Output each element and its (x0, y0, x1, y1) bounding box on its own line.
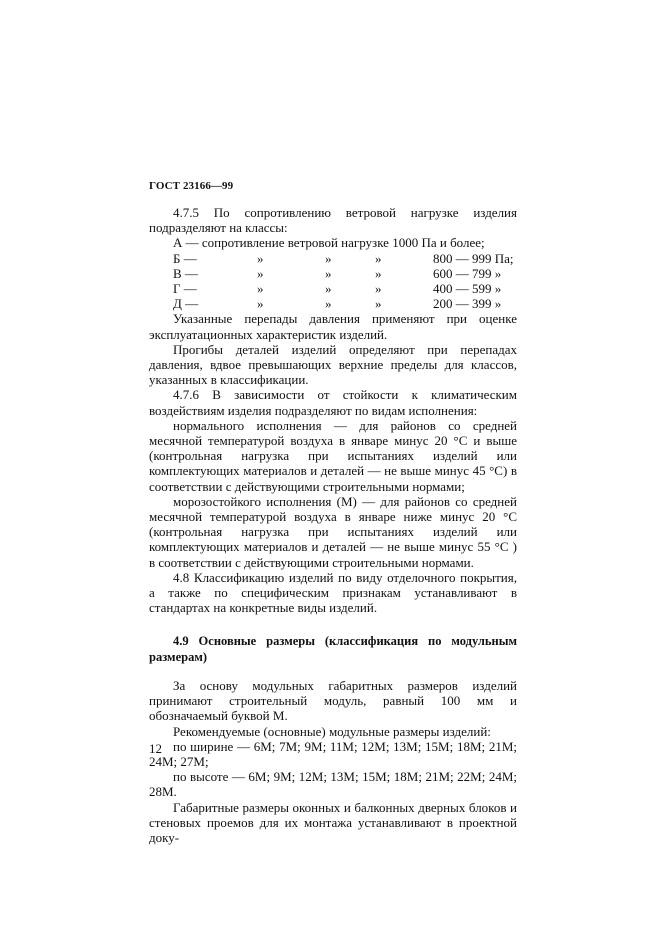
ditto-mark: » (375, 250, 382, 266)
class-row-v (149, 266, 514, 281)
pressure-range: 400 — 599 » (433, 281, 502, 297)
paragraph-height-sizes: по высоте — 6М; 9М; 12М; 13М; 15М; 18М; 21М; 22М; 24М; 28М. (149, 769, 517, 800)
paragraph-deflection: Прогибы деталей изделий определяют при перепадах давления, вдвое превышающих верхние пределы для классов, указанных в классификации. (149, 341, 517, 388)
paragraph-width-sizes: по ширине — 6М; 7М; 9М; 11М; 12М; 13М; 15М; 18М; 21М; 24М; 27М; (149, 738, 517, 769)
paragraph-pressure-note: Указанные перепады давления применяют при оценке эксплуатационных характеристик изделий. (149, 311, 517, 342)
ditto-mark: » (325, 296, 332, 312)
paragraph-recommended-sizes: Рекомендуемые (основные) модульные размеры изделий: (173, 723, 491, 739)
wind-load-classes-table (149, 251, 514, 312)
pressure-range: 600 — 799 » (433, 265, 502, 281)
paragraph-4-7-5: 4.7.5 По сопротивлению ветровой нагрузке изделия подразделяют на классы: (149, 205, 517, 236)
paragraph-module: За основу модульных габаритных размеров изделий принимают строительный модуль, равный 100 мм и обозначаемый буквой М. (149, 677, 517, 724)
page-content (149, 205, 517, 845)
class-letter: Г — (173, 281, 197, 297)
ditto-mark: » (375, 281, 382, 297)
ditto-mark: » (257, 265, 264, 281)
class-row-g (149, 281, 514, 296)
ditto-mark: » (257, 281, 264, 297)
class-letter: Б — (173, 250, 197, 266)
paragraph-frost-execution: морозостойкого исполнения (М) — для районов со средней месячной температурой воздуха в январе ниже минус 20 °С (контрольная нагрузка при испытаниях изделий или комплектующих материалов и деталей — не выше минус 55 °С ) в соответствии с действующими строительными нормами. (149, 493, 517, 570)
ditto-mark: » (375, 265, 382, 281)
ditto-mark: » (325, 265, 332, 281)
class-row-b (149, 251, 514, 266)
paragraph-overall-sizes: Габаритные размеры оконных и балконных дверных блоков и стеновых проемов для их монтажа устанавливают в проектной доку- (149, 799, 517, 845)
paragraph-normal-execution: нормального исполнения — для районов со средней месячной температурой воздуха в январе минус 20 °С и выше (контрольная нагрузка при испытаниях изделий или комплектующих материалов и деталей — не выше минус 45 °С) в соответствии с действующими строительными нормами; (149, 417, 517, 494)
class-a-line: А — сопротивление ветровой нагрузке 1000 Па и более; (173, 235, 485, 251)
class-letter: Д — (173, 296, 199, 312)
paragraph-4-7-6: 4.7.6 В зависимости от стойкости к климатическим воздействиям изделия подразделяют по видам исполнения: (149, 387, 517, 418)
pressure-range: 200 — 399 » (433, 296, 502, 312)
ditto-mark: » (257, 296, 264, 312)
pressure-range: 800 — 999 Па; (433, 250, 514, 266)
paragraph-4-8: 4.8 Классификацию изделий по виду отделочного покрытия, а также по специфическим признакам устанавливают в стандартах на конкретные виды изделий. (149, 569, 517, 616)
standard-header: ГОСТ 23166—99 (149, 180, 234, 192)
class-letter: В — (173, 265, 198, 281)
ditto-mark: » (325, 281, 332, 297)
ditto-mark: » (325, 250, 332, 266)
class-row-d (149, 296, 514, 311)
section-title-4-9: 4.9 Основные размеры (классификация по модульным размерам) (149, 634, 517, 664)
page-number: 12 (149, 741, 162, 756)
ditto-mark: » (375, 296, 382, 312)
ditto-mark: » (257, 250, 264, 266)
